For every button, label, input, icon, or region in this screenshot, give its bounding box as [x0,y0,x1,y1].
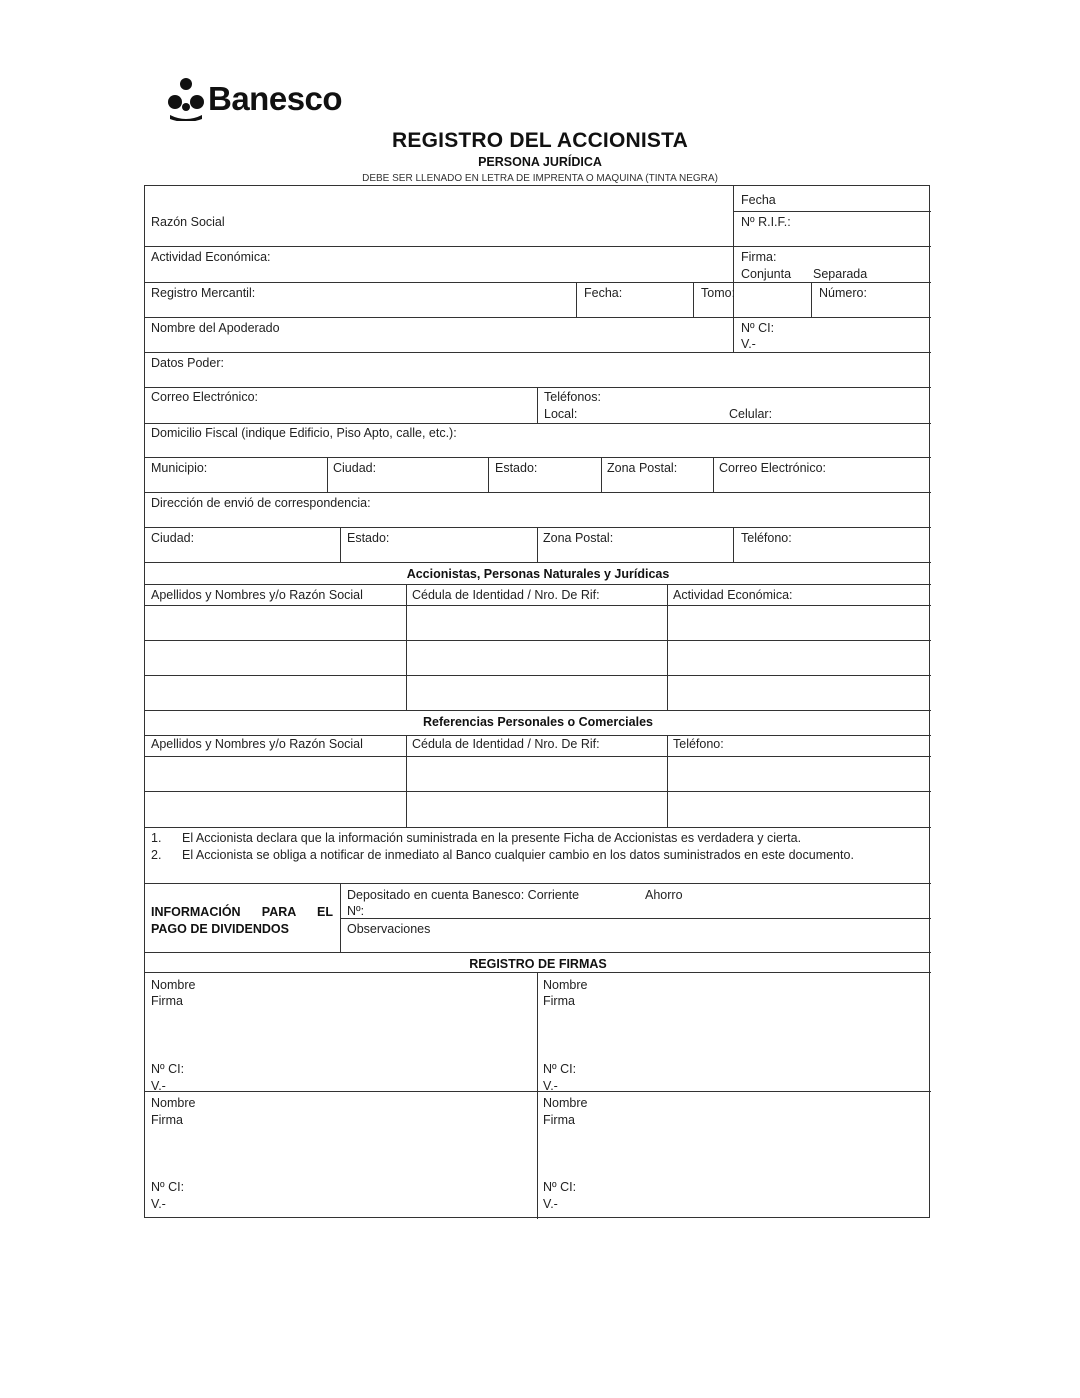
zona-postal-field[interactable]: Zona Postal: [607,461,678,475]
firma-1-nombre[interactable]: Nombre [151,978,196,992]
observaciones-field[interactable]: Observaciones [347,922,431,936]
firma-3-nombre[interactable]: Nombre [151,1096,196,1110]
direccion-envio-field[interactable]: Dirección de envió de correspondencia: [151,496,371,510]
form-subtitle: PERSONA JURÍDICA [478,155,602,169]
firma-2-nombre[interactable]: Nombre [543,978,588,992]
banesco-logo-icon [166,77,206,121]
numero-field[interactable]: Número: [819,286,867,300]
declaracion-2-text: El Accionista se obliga a notificar de inmediato al Banco cualquier cambio en los datos suministrados en este documento. [182,848,854,862]
telefono-local-field[interactable]: Local: [544,407,578,421]
referencias-col-telefono: Teléfono: [673,737,724,751]
referencias-heading: Referencias Personales o Comerciales [423,715,653,729]
apoderado-v-label: V.- [741,337,756,351]
envio-telefono-field[interactable]: Teléfono: [741,531,792,545]
firma-1-v: V.- [151,1079,166,1093]
firma-2-v: V.- [543,1079,558,1093]
datos-poder-field[interactable]: Datos Poder: [151,356,224,370]
ciudad-field[interactable]: Ciudad: [333,461,377,475]
firma-2-firma[interactable]: Firma [543,994,575,1008]
actividad-economica-field[interactable]: Actividad Económica: [151,250,271,264]
firma-1-firma[interactable]: Firma [151,994,183,1008]
telefonos-label: Teléfonos: [544,390,601,404]
form-title: REGISTRO DEL ACCIONISTA [392,129,688,152]
apoderado-field[interactable]: Nombre del Apoderado [151,321,280,335]
firma-4-v: V.- [543,1197,558,1211]
registro-mercantil-field[interactable]: Registro Mercantil: [151,286,256,300]
firmas-heading: REGISTRO DE FIRMAS [469,957,607,971]
fecha-label: Fecha [741,193,776,207]
envio-estado-field[interactable]: Estado: [347,531,390,545]
accionistas-col-cedula: Cédula de Identidad / Nro. De Rif: [412,588,600,602]
firma-3-firma[interactable]: Firma [151,1113,183,1127]
firma-3-ci[interactable]: Nº CI: [151,1180,185,1194]
municipio-field[interactable]: Municipio: [151,461,208,475]
declaracion-1-text: El Accionista declara que la información suministrada en la presente Ficha de Accionistas es verdadera y cierta. [182,831,802,845]
firma-label: Firma: [741,250,777,264]
referencias-col-cedula: Cédula de Identidad / Nro. De Rif: [412,737,600,751]
firma-1-ci[interactable]: Nº CI: [151,1062,185,1076]
firma-4-ci[interactable]: Nº CI: [543,1180,577,1194]
envio-zona-postal-field[interactable]: Zona Postal: [543,531,614,545]
tomo-field[interactable]: Tomo: [701,286,736,300]
telefono-celular-field[interactable]: Celular: [729,407,773,421]
declaracion-2-number: 2. [151,848,162,862]
rif-field[interactable]: Nº R.I.F.: [741,215,791,229]
correo-field[interactable]: Correo Electrónico: [151,390,258,404]
banesco-logo [166,76,342,122]
firma-3-v: V.- [151,1197,166,1211]
domicilio-fiscal-field[interactable]: Domicilio Fiscal (indique Edificio, Piso Apto, calle, etc.): [151,426,457,440]
apoderado-ci-field[interactable]: Nº CI: [741,321,775,335]
razon-social-field[interactable]: Razón Social [151,215,225,229]
firma-4-firma[interactable]: Firma [543,1113,575,1127]
shareholder-form [144,185,930,1218]
accionistas-col-nombre: Apellidos y Nombres y/o Razón Social [151,588,363,602]
dividendos-label: INFORMACIÓN PARA EL PAGO DE DIVIDENDOS [151,905,333,936]
registro-fecha-field[interactable]: Fecha: [584,286,623,300]
firma-2-ci[interactable]: Nº CI: [543,1062,577,1076]
brand-name: Banesco [208,80,343,117]
deposito-numero-field[interactable]: Nº: [347,904,365,918]
correo-fiscal-field[interactable]: Correo Electrónico: [719,461,826,475]
declaracion-1-number: 1. [151,831,162,845]
deposito-cuenta-label: Depositado en cuenta Banesco: Corriente [347,888,580,902]
referencias-col-nombre: Apellidos y Nombres y/o Razón Social [151,737,363,751]
firma-separada-option[interactable]: Separada [813,267,868,281]
form-instructions: DEBE SER LLENADO EN LETRA DE IMPRENTA O MAQUINA (TINTA NEGRA) [362,173,718,184]
estado-field[interactable]: Estado: [495,461,538,475]
accionistas-col-actividad: Actividad Económica: [673,588,793,602]
firma-4-nombre[interactable]: Nombre [543,1096,588,1110]
deposito-ahorro-option[interactable]: Ahorro [645,888,683,902]
envio-ciudad-field[interactable]: Ciudad: [151,531,195,545]
accionistas-heading: Accionistas, Personas Naturales y Jurídicas [406,567,670,581]
firma-conjunta-option[interactable]: Conjunta [741,267,792,281]
